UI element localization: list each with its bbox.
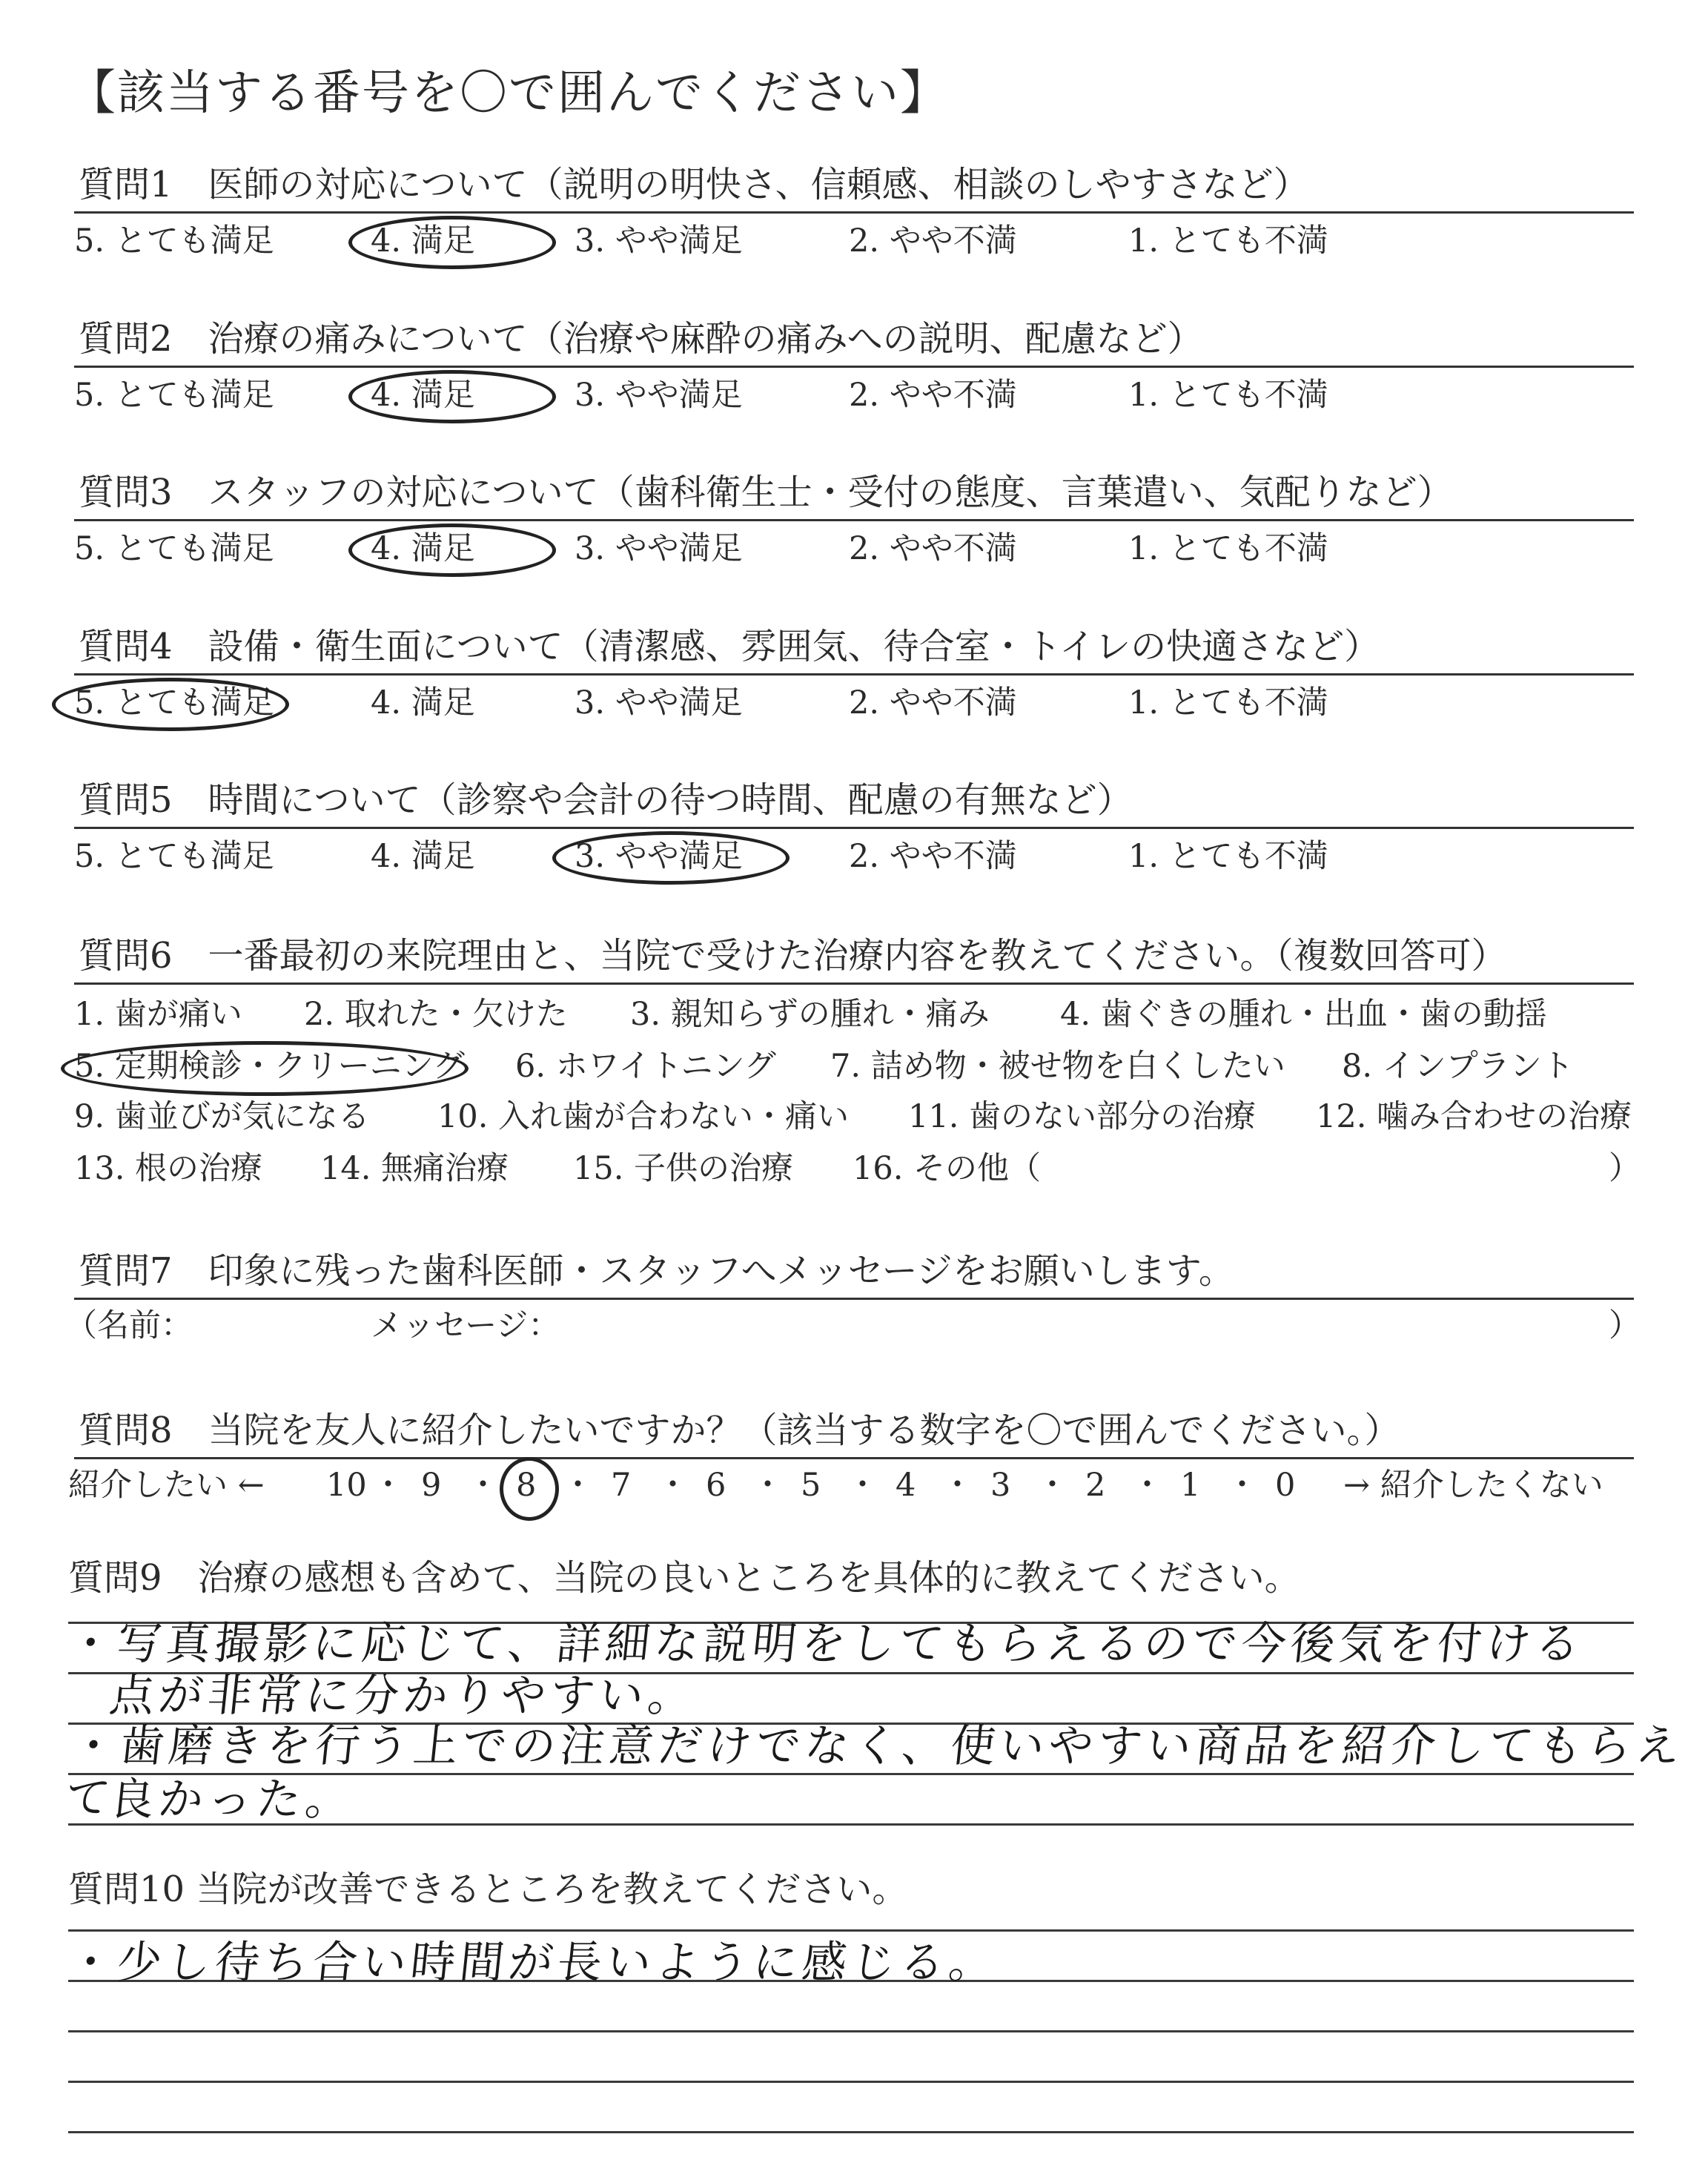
q6-heading <box>74 931 1634 985</box>
q8-heading <box>74 1405 1634 1459</box>
q9-answer-line-4: 良かった。 <box>107 1774 357 1826</box>
q3-option[interactable]: 2. やや不満 <box>849 530 1017 567</box>
q6-other-close: ） <box>1609 1150 1641 1187</box>
q3-option[interactable]: 5. とても満足 <box>74 530 274 567</box>
q6-option[interactable]: 2. 取れた・欠けた <box>304 996 568 1033</box>
q8-scale-separator: ・ <box>1131 1467 1163 1504</box>
q6-option[interactable]: 9. 歯並びが気になる <box>74 1098 370 1135</box>
q9-answer-line-2: 点が非常に分かりやすい。 <box>107 1670 700 1722</box>
q8-scale-separator: ・ <box>1036 1467 1068 1504</box>
q9-answer-line-3: ・歯磨きを行う上での注意だけでなく、使いやすい商品を紹介してもらえて <box>62 1720 1688 1824</box>
q8-scale-value[interactable]: 8 <box>516 1467 537 1504</box>
q7-name-label: （名前： <box>65 1307 193 1344</box>
q9-answer-line-1: ・写真撮影に応じて、詳細な説明をしてもらえるので今後気を付ける <box>65 1618 1587 1670</box>
q1-option[interactable]: 2. やや不満 <box>849 222 1017 260</box>
q2-heading <box>74 314 1634 368</box>
q8-right-label: → 紹介したくない <box>1343 1467 1603 1504</box>
q6-option[interactable]: 16. その他（ <box>853 1150 1042 1187</box>
q8-scale-value[interactable]: 3 <box>990 1467 1011 1504</box>
q4-heading-text: 質問4 設備・衛生面について（清潔感、雰囲気、待合室・トイレの快適さなど） <box>79 626 1380 667</box>
q3-heading-text: 質問3 スタッフの対応について（歯科衛生士・受付の態度、言葉遣い、気配りなど） <box>79 472 1453 513</box>
q7-heading-text: 質問7 印象に残った歯科医師・スタッフへメッセージをお願いします。 <box>79 1250 1234 1292</box>
q8-scale-separator: ・ <box>752 1467 784 1504</box>
q10-rule-5 <box>68 2131 1634 2133</box>
q8-scale-value[interactable]: 7 <box>611 1467 632 1504</box>
q3-option[interactable]: 4. 満足 <box>371 530 475 567</box>
q10-rule-3 <box>68 2030 1634 2032</box>
q2-option[interactable]: 1. とても不満 <box>1128 377 1328 414</box>
q6-option[interactable]: 12. 噛み合わせの治療 <box>1316 1098 1632 1135</box>
q8-scale-separator: ・ <box>372 1467 404 1504</box>
q3-heading <box>74 467 1634 521</box>
q4-heading <box>74 621 1634 676</box>
q8-scale-value[interactable]: 4 <box>896 1467 916 1504</box>
selection-circle <box>348 370 556 423</box>
q5-heading-text: 質問5 時間について（診察や会計の待つ時間、配慮の有無など） <box>79 779 1133 821</box>
q5-option[interactable]: 5. とても満足 <box>74 838 274 875</box>
q2-heading-text: 質問2 治療の痛みについて（治療や麻酔の痛みへの説明、配慮など） <box>79 318 1203 360</box>
q6-option[interactable]: 7. 詰め物・被せ物を白くしたい <box>830 1048 1285 1085</box>
q8-scale-separator: ・ <box>657 1467 689 1504</box>
q6-option[interactable]: 11. 歯のない部分の治療 <box>908 1098 1257 1135</box>
q4-option[interactable]: 3. やや満足 <box>575 684 743 721</box>
q8-scale-separator: ・ <box>467 1467 499 1504</box>
page-title: 【該当する番号を〇で囲んでください】 <box>68 66 949 121</box>
q10-rule-1 <box>68 1929 1634 1932</box>
q8-scale-value[interactable]: 1 <box>1180 1467 1201 1504</box>
q10-heading: 質問10 当院が改善できるところを教えてください。 <box>68 1869 908 1910</box>
q8-left-label: 紹介したい ← <box>68 1467 265 1504</box>
q5-option[interactable]: 2. やや不満 <box>849 838 1017 875</box>
q3-option[interactable]: 3. やや満足 <box>575 530 743 567</box>
q2-option[interactable]: 3. やや満足 <box>575 377 743 414</box>
q7-message-label: メッセージ： <box>371 1307 560 1344</box>
q6-option[interactable]: 3. 親知らずの腫れ・痛み <box>630 996 990 1033</box>
q1-option[interactable]: 1. とても不満 <box>1128 222 1328 260</box>
q10-rule-4 <box>68 2081 1634 2083</box>
q6-option[interactable]: 14. 無痛治療 <box>320 1150 509 1187</box>
q8-scale-separator: ・ <box>941 1467 973 1504</box>
q9-heading: 質問9 治療の感想も含めて、当院の良いところを具体的に教えてください。 <box>68 1557 1300 1599</box>
q4-option[interactable]: 1. とても不満 <box>1128 684 1328 721</box>
q8-scale-separator: ・ <box>1226 1467 1258 1504</box>
q1-heading-text: 質問1 医師の対応について（説明の明快さ、信頼感、相談のしやすさなど） <box>79 164 1309 205</box>
q5-option[interactable]: 4. 満足 <box>371 838 475 875</box>
q8-scale-value[interactable]: 2 <box>1085 1467 1106 1504</box>
q6-option[interactable]: 5. 定期検診・クリーニング <box>74 1048 465 1085</box>
q4-option[interactable]: 2. やや不満 <box>849 684 1017 721</box>
q6-option[interactable]: 1. 歯が痛い <box>74 996 242 1033</box>
q8-heading-text: 質問8 当院を友人に紹介したいですか？（該当する数字を〇で囲んでください。） <box>79 1410 1400 1451</box>
q10-answer-line-1: ・少し待ち合い時間が長いように感じる。 <box>65 1937 1001 1989</box>
selection-circle <box>61 1041 469 1096</box>
q1-option[interactable]: 3. やや満足 <box>575 222 743 260</box>
q8-scale-separator: ・ <box>847 1467 878 1504</box>
q6-heading-text: 質問6 一番最初の来院理由と、当院で受けた治療内容を教えてください。（複数回答可） <box>79 935 1507 977</box>
q8-scale-separator: ・ <box>562 1467 594 1504</box>
q8-scale-value[interactable]: 0 <box>1275 1467 1296 1504</box>
q8-scale-value[interactable]: 6 <box>706 1467 726 1504</box>
q1-option[interactable]: 4. 満足 <box>371 222 475 260</box>
q3-option[interactable]: 1. とても不満 <box>1128 530 1328 567</box>
q4-option[interactable]: 4. 満足 <box>371 684 475 721</box>
q6-option[interactable]: 6. ホワイトニング <box>515 1048 776 1085</box>
selection-circle <box>52 678 289 731</box>
q8-scale-value[interactable]: 5 <box>801 1467 821 1504</box>
q6-option[interactable]: 4. 歯ぐきの腫れ・出血・歯の動揺 <box>1060 996 1547 1033</box>
selection-circle <box>500 1457 559 1521</box>
q6-option[interactable]: 8. インプラント <box>1342 1048 1574 1085</box>
q6-option[interactable]: 10. 入れ歯が合わない・痛い <box>437 1098 850 1135</box>
q8-scale-value[interactable]: 9 <box>421 1467 442 1504</box>
q5-option[interactable]: 1. とても不満 <box>1128 838 1328 875</box>
q6-option[interactable]: 13. 根の治療 <box>74 1150 263 1187</box>
selection-circle <box>348 524 556 577</box>
selection-circle <box>348 216 556 269</box>
q7-close: ） <box>1609 1307 1641 1344</box>
q2-option[interactable]: 5. とても満足 <box>74 377 274 414</box>
selection-circle <box>552 831 790 885</box>
q2-option[interactable]: 2. やや不満 <box>849 377 1017 414</box>
q8-scale-value[interactable]: 10 <box>326 1467 367 1504</box>
q4-option[interactable]: 5. とても満足 <box>74 684 274 721</box>
q5-heading <box>74 775 1634 829</box>
q6-option[interactable]: 15. 子供の治療 <box>573 1150 794 1187</box>
q2-option[interactable]: 4. 満足 <box>371 377 475 414</box>
q1-heading <box>74 159 1634 214</box>
q5-option[interactable]: 3. やや満足 <box>575 838 743 875</box>
q7-heading <box>74 1246 1634 1300</box>
q1-option[interactable]: 5. とても満足 <box>74 222 274 260</box>
